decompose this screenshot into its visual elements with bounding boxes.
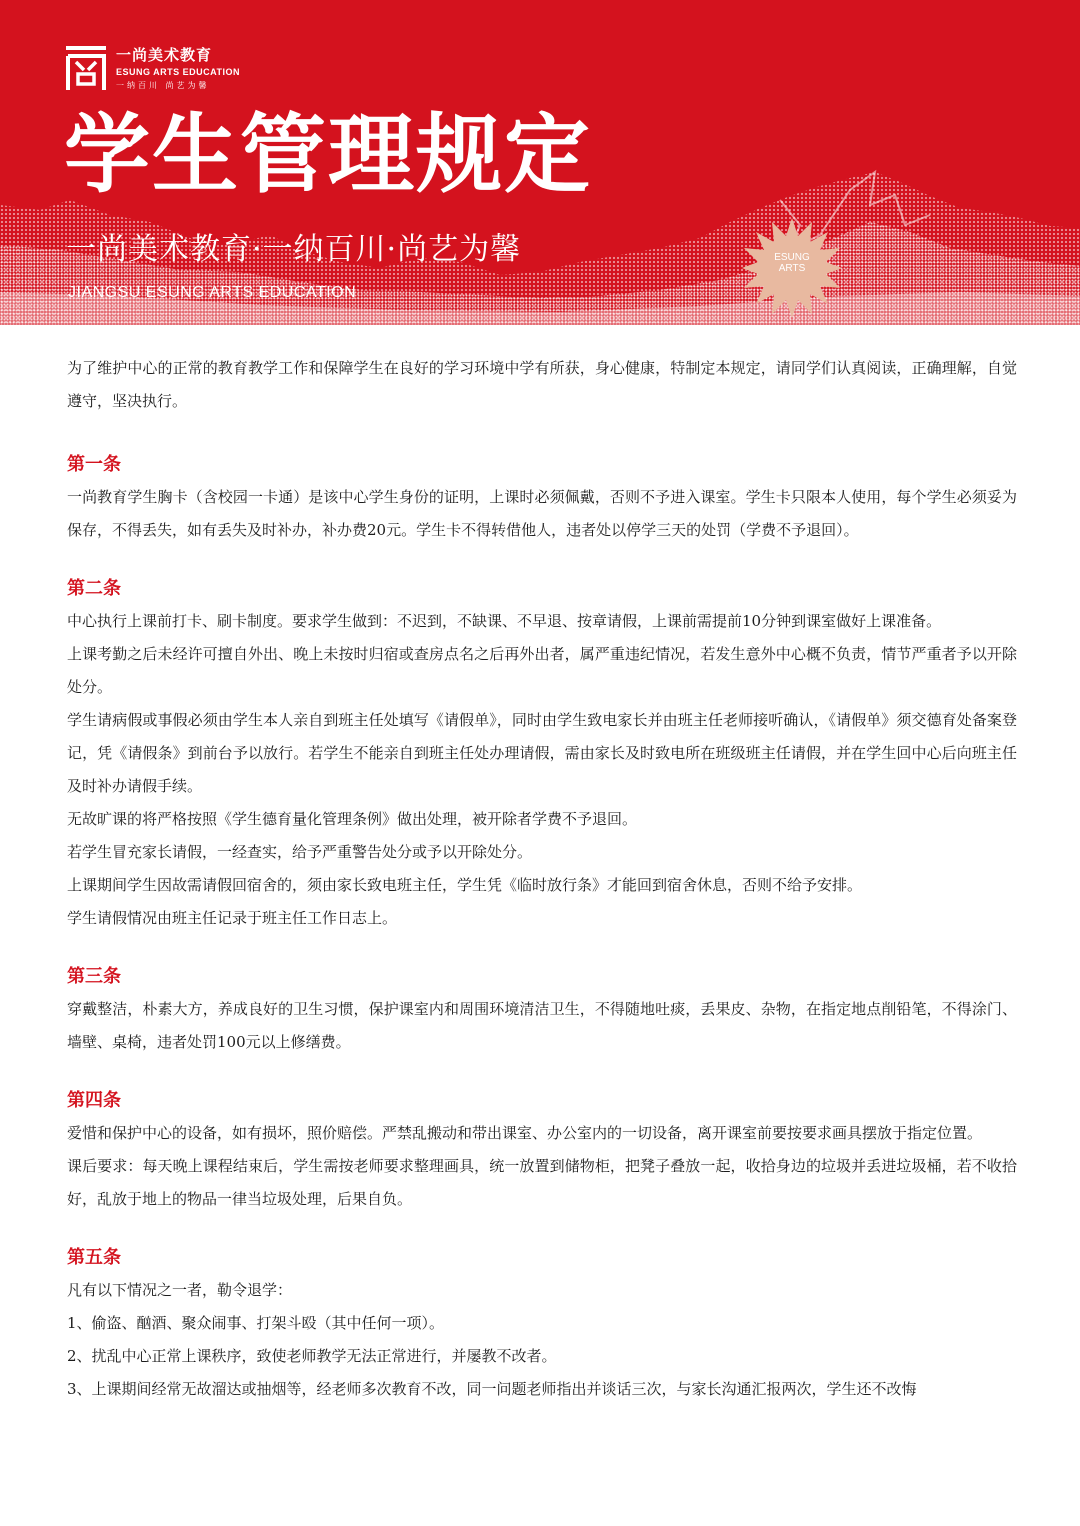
seal-text (742, 252, 842, 274)
section-heading: 第二条 (67, 578, 121, 599)
section-paragraph: 爱惜和保护中心的设备，如有损坏，照价赔偿。严禁乱搬动和带出课室、办公室内的一切设备，离开课室前要按要求画具摆放于指定位置。 (67, 1124, 983, 1142)
list-item: 1、偷盗、酗酒、聚众闹事、打架斗殴（其中任何一项）。 (67, 1314, 445, 1332)
section-5 (67, 1241, 1017, 1406)
page-title: 学生管理规定 (64, 104, 592, 205)
brand-logo (66, 44, 240, 91)
section-paragraph: 一尚教育学生胸卡（含校园一卡通）是该中心学生身份的证明，上课时必须佩戴，否则不予进入课室。学生卡只限本人使用，每个学生必须妥为保存，不得丢失，如有丢失及时补办，补办费20元。学生卡不得转借他人，违者处以停学三天的处罚（学费不予退回）。 (67, 488, 1017, 539)
logo-icon (66, 46, 106, 90)
seal-line-1: ESUNG (774, 252, 810, 263)
brand-slogan: 一纳百川 尚艺为馨 (116, 81, 210, 90)
subtitle-en: JIANGSU ESUNG ARTS EDUCATION (68, 284, 357, 301)
intro-paragraph: 为了维护中心的正常的教育教学工作和保障学生在良好的学习环境中学有所获，身心健康，特制定本规定，请同学们认真阅读，正确理解，自觉遵守，坚决执行。 (67, 359, 1017, 410)
section-heading: 第三条 (67, 966, 121, 987)
list-item: 2、扰乱中心正常上课秩序，致使老师教学无法正常进行，并屡教不改者。 (67, 1347, 557, 1365)
section-3 (67, 960, 1017, 1059)
section-paragraph: 中心执行上课前打卡、刷卡制度。要求学生做到：不迟到，不缺课、不早退、按章请假，上课前需提前10分钟到课室做好上课准备。 (67, 612, 942, 630)
section-heading: 第五条 (67, 1247, 121, 1268)
document-body (67, 352, 1017, 1406)
section-paragraph: 上课期间学生因故需请假回宿舍的，须由家长致电班主任，学生凭《临时放行条》才能回到宿舍休息，否则不给予安排。 (67, 876, 863, 894)
list-item: 3、上课期间经常无故溜达或抽烟等，经老师多次教育不改，同一问题老师指出并谈话三次，与家长沟通汇报两次，学生还不改悔 (67, 1380, 917, 1398)
header-banner (0, 0, 1080, 325)
section-2 (67, 572, 1017, 935)
section-paragraph: 若学生冒充家长请假，一经查实，给予严重警告处分或予以开除处分。 (67, 843, 533, 861)
section-paragraph: 学生请病假或事假必须由学生本人亲自到班主任处填写《请假单》，同时由学生致电家长并由班主任老师接听确认，《请假单》须交德育处备案登记，凭《请假条》到前台予以放行。若学生不能亲自到班主任处办理请假，需由家长及时致电所在班级班主任请假，并在学生回中心后向班主任及时补办请假手续。 (67, 711, 1017, 795)
section-1 (67, 448, 1017, 547)
section-heading: 第四条 (67, 1090, 121, 1111)
seal-line-2: ARTS (778, 263, 806, 274)
section-paragraph: 上课考勤之后未经许可擅自外出、晚上未按时归宿或查房点名之后再外出者，属严重违纪情况，若发生意外中心概不负责，情节严重者予以开除处分。 (67, 645, 1017, 696)
section-paragraph: 无故旷课的将严格按照《学生德育量化管理条例》做出处理，被开除者学费不予退回。 (67, 810, 638, 828)
brand-name-en: ESUNG ARTS EDUCATION (116, 67, 241, 77)
section-heading: 第一条 (67, 454, 121, 475)
section-paragraph: 学生请假情况由班主任记录于班主任工作日志上。 (67, 909, 398, 927)
section-paragraph: 凡有以下情况之一者，勒令退学： (67, 1281, 293, 1299)
brand-name-cn: 一尚美术教育 (116, 46, 213, 64)
subtitle-cn: 一尚美术教育·一纳百川·尚艺为馨 (66, 232, 522, 267)
section-paragraph: 穿戴整洁，朴素大方，养成良好的卫生习惯，保护课室内和周围环境清洁卫生，不得随地吐痰，丢果皮、杂物，在指定地点削铅笔，不得涂门、墙壁、桌椅，违者处罚100元以上修缮费。 (67, 1000, 1017, 1051)
section-4 (67, 1084, 1017, 1216)
section-paragraph: 课后要求：每天晚上课程结束后，学生需按老师要求整理画具，统一放置到储物柜，把凳子叠放一起，收拾身边的垃圾并丢进垃圾桶，若不收拾好，乱放于地上的物品一律当垃圾处理，后果自负。 (67, 1157, 1017, 1208)
